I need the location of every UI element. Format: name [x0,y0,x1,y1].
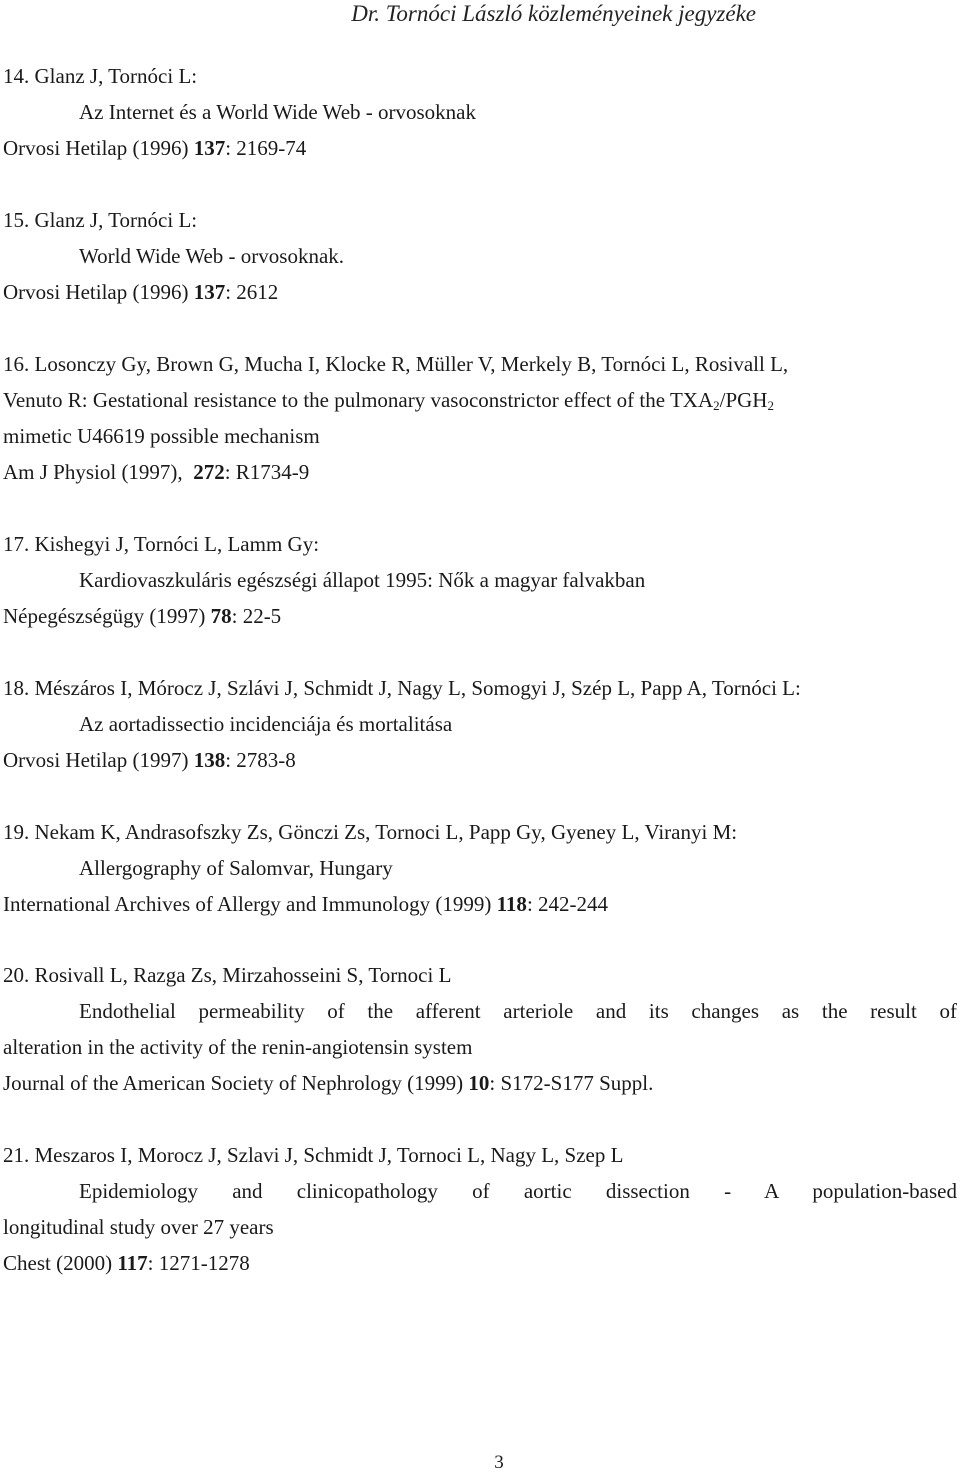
page-header-title: Dr. Tornóci László közleményeinek jegyzéke [351,1,756,26]
publication-source: Am J Physiol (1997), 272: R1734-9 [3,460,310,484]
publication-authors: 17. Kishegyi J, Tornóci L, Lamm Gy: [3,532,320,556]
publication-source: Chest (2000) 117: 1271-1278 [3,1251,250,1275]
publication-authors: 15. Glanz J, Tornóci L: [3,208,198,232]
publication-source: Népegészségügy (1997) 78: 22-5 [3,604,282,628]
publication-title-continued: mimetic U46619 possible mechanism [3,424,320,448]
publication-19 [3,814,957,922]
publication-title: World Wide Web - orvosoknak. [79,244,345,268]
publication-source: Orvosi Hetilap (1996) 137: 2169-74 [3,136,307,160]
publication-title: Az Internet és a World Wide Web - orvosoknak [79,100,477,124]
page-number: 3 [494,1452,504,1473]
publication-title-continued: longitudinal study over 27 years [3,1215,274,1239]
publication-authors: 16. Losonczy Gy, Brown G, Mucha I, Klocke R, Müller V, Merkely B, Tornóci L, Rosivall L, [3,352,789,376]
publication-15 [3,202,957,310]
publication-title: Endothelial permeability of the afferent arteriole and its changes as the result of [79,999,957,1023]
publication-14 [3,58,957,166]
publication-21 [3,1137,957,1281]
publication-authors: 21. Meszaros I, Morocz J, Szlavi J, Schmidt J, Tornoci L, Nagy L, Szep L [3,1143,624,1167]
publication-source: International Archives of Allergy and Immunology (1999) 118: 242-244 [3,892,609,916]
publication-source: Orvosi Hetilap (1997) 138: 2783-8 [3,748,296,772]
publication-source: Journal of the American Society of Nephrology (1999) 10: S172-S177 Suppl. [3,1071,654,1095]
publication-title: Kardiovaszkuláris egészségi állapot 1995: Nők a magyar falvakban [79,568,646,592]
publication-authors: 14. Glanz J, Tornóci L: [3,64,198,88]
publication-title: Allergography of Salomvar, Hungary [79,856,393,880]
publication-authors: 20. Rosivall L, Razga Zs, Mirzahosseini S, Tornoci L [3,963,452,987]
publication-18 [3,670,957,778]
publication-title: Venuto R: Gestational resistance to the pulmonary vasoconstrictor effect of the $TXA_2/PGH_2$ [3,388,774,413]
publication-authors: 19. Nekam K, Andrasofszky Zs, Gönczi Zs, Tornoci L, Papp Gy, Gyeney L, Viranyi M: [3,820,738,844]
publication-title: Epidemiology and clinicopathology of aortic dissection - A population-based [79,1179,957,1203]
publication-title-continued: alteration in the activity of the renin-angiotensin system [3,1035,473,1059]
publication-source: Orvosi Hetilap (1996) 137: 2612 [3,280,279,304]
publication-16 [3,346,957,490]
publication-17 [3,526,957,634]
publication-20 [3,957,957,1101]
publication-authors: 18. Mészáros I, Mórocz J, Szlávi J, Schmidt J, Nagy L, Somogyi J, Szép L, Papp A, Tornóci L: [3,676,801,700]
publication-title: Az aortadissectio incidenciája és mortalitása [79,712,453,736]
